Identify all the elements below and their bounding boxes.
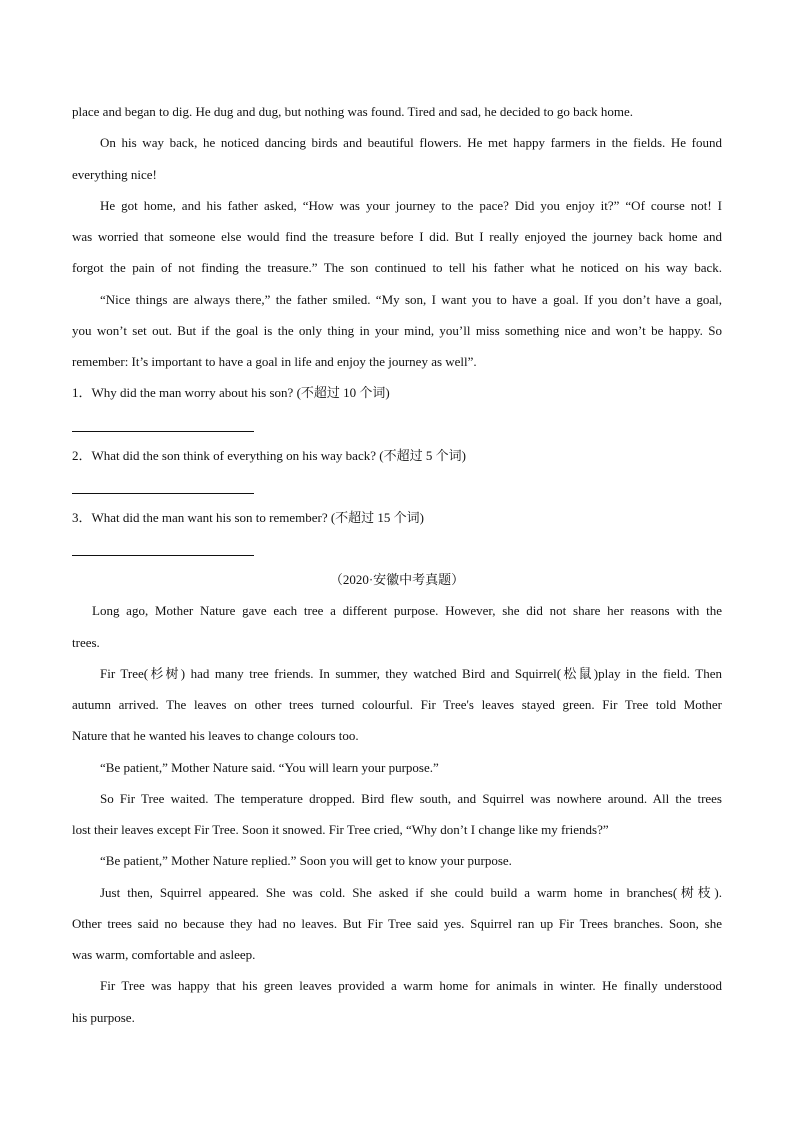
source-title: （2020·安徽中考真题） — [329, 572, 465, 587]
passage1-line: “Nice things are always there,” the father smiled. “My son, I want you to have a goal. If you don’t have a goal, — [100, 292, 722, 307]
passage1-line: everything nice! — [72, 167, 157, 182]
passage2-line: Nature that he wanted his leaves to change colours too. — [72, 728, 359, 743]
passage1-line: forgot the pain of not finding the treasure.” The son continued to tell his father what he noticed on his way back. — [72, 260, 722, 275]
passage2-line: “Be patient,” Mother Nature said. “You will learn your purpose.” — [100, 760, 439, 775]
passage1-line: On his way back, he noticed dancing birds and beautiful flowers. He met happy farmers in the fields. He found — [100, 135, 722, 150]
passage1-line: place and began to dig. He dug and dug, but nothing was found. Tired and sad, he decided to go back home. — [72, 104, 634, 119]
passage1-line: was worried that someone else would find the treasure before I did. But I really enjoyed the journey back home and — [72, 229, 722, 244]
question-2: 2．What did the son think of everything on his way back? (不超过 5 个词) — [72, 448, 466, 463]
question-3: 3．What did the man want his son to remember? (不超过 15 个词) — [72, 510, 425, 525]
passage2-line: autumn arrived. The leaves on other trees turned colourful. Fir Tree's leaves stayed green. Fir Tree told Mother — [72, 697, 722, 712]
passage2-line: lost their leaves except Fir Tree. Soon it snowed. Fir Tree cried, “Why don’t I change like my friends?” — [72, 822, 609, 837]
answer-blank-2[interactable] — [72, 493, 254, 494]
answer-blank-3[interactable] — [72, 555, 254, 556]
passage2-line: “Be patient,” Mother Nature replied.” Soon you will get to know your purpose. — [100, 853, 512, 868]
passage1-line: He got home, and his father asked, “How was your journey to the pace? Did you enjoy it?” “Of course not! I — [100, 198, 722, 213]
passage2-line: Long ago, Mother Nature gave each tree a different purpose. However, she did not share her reasons with the — [92, 603, 722, 618]
answer-blank-1[interactable] — [72, 431, 254, 432]
question-1: 1．Why did the man worry about his son? (不超过 10 个词) — [72, 385, 390, 400]
passage2-line: Fir Tree was happy that his green leaves provided a warm home for animals in winter. He finally understood — [100, 978, 722, 993]
passage2-line: Fir Tree(杉树) had many tree friends. In summer, they watched Bird and Squirrel(松鼠)play in the field. Then — [100, 666, 722, 681]
passage1-line: remember: It’s important to have a goal in life and enjoy the journey as well”. — [72, 354, 477, 369]
passage2-line: Other trees said no because they had no leaves. But Fir Tree said yes. Squirrel ran up Fir Trees branches. Soon, she — [72, 916, 722, 931]
passage2-line: trees. — [72, 635, 100, 650]
passage2-line: Just then, Squirrel appeared. She was cold. She asked if she could build a warm home in branches(树枝). — [100, 885, 722, 900]
passage2-line: was warm, comfortable and asleep. — [72, 947, 256, 962]
passage2-line: So Fir Tree waited. The temperature dropped. Bird flew south, and Squirrel was nowhere around. All the trees — [100, 791, 722, 806]
passage2-line: his purpose. — [72, 1010, 135, 1025]
passage1-line: you won’t set out. But if the goal is the only thing in your mind, you’ll miss something nice and won’t be happy. So — [72, 323, 722, 338]
